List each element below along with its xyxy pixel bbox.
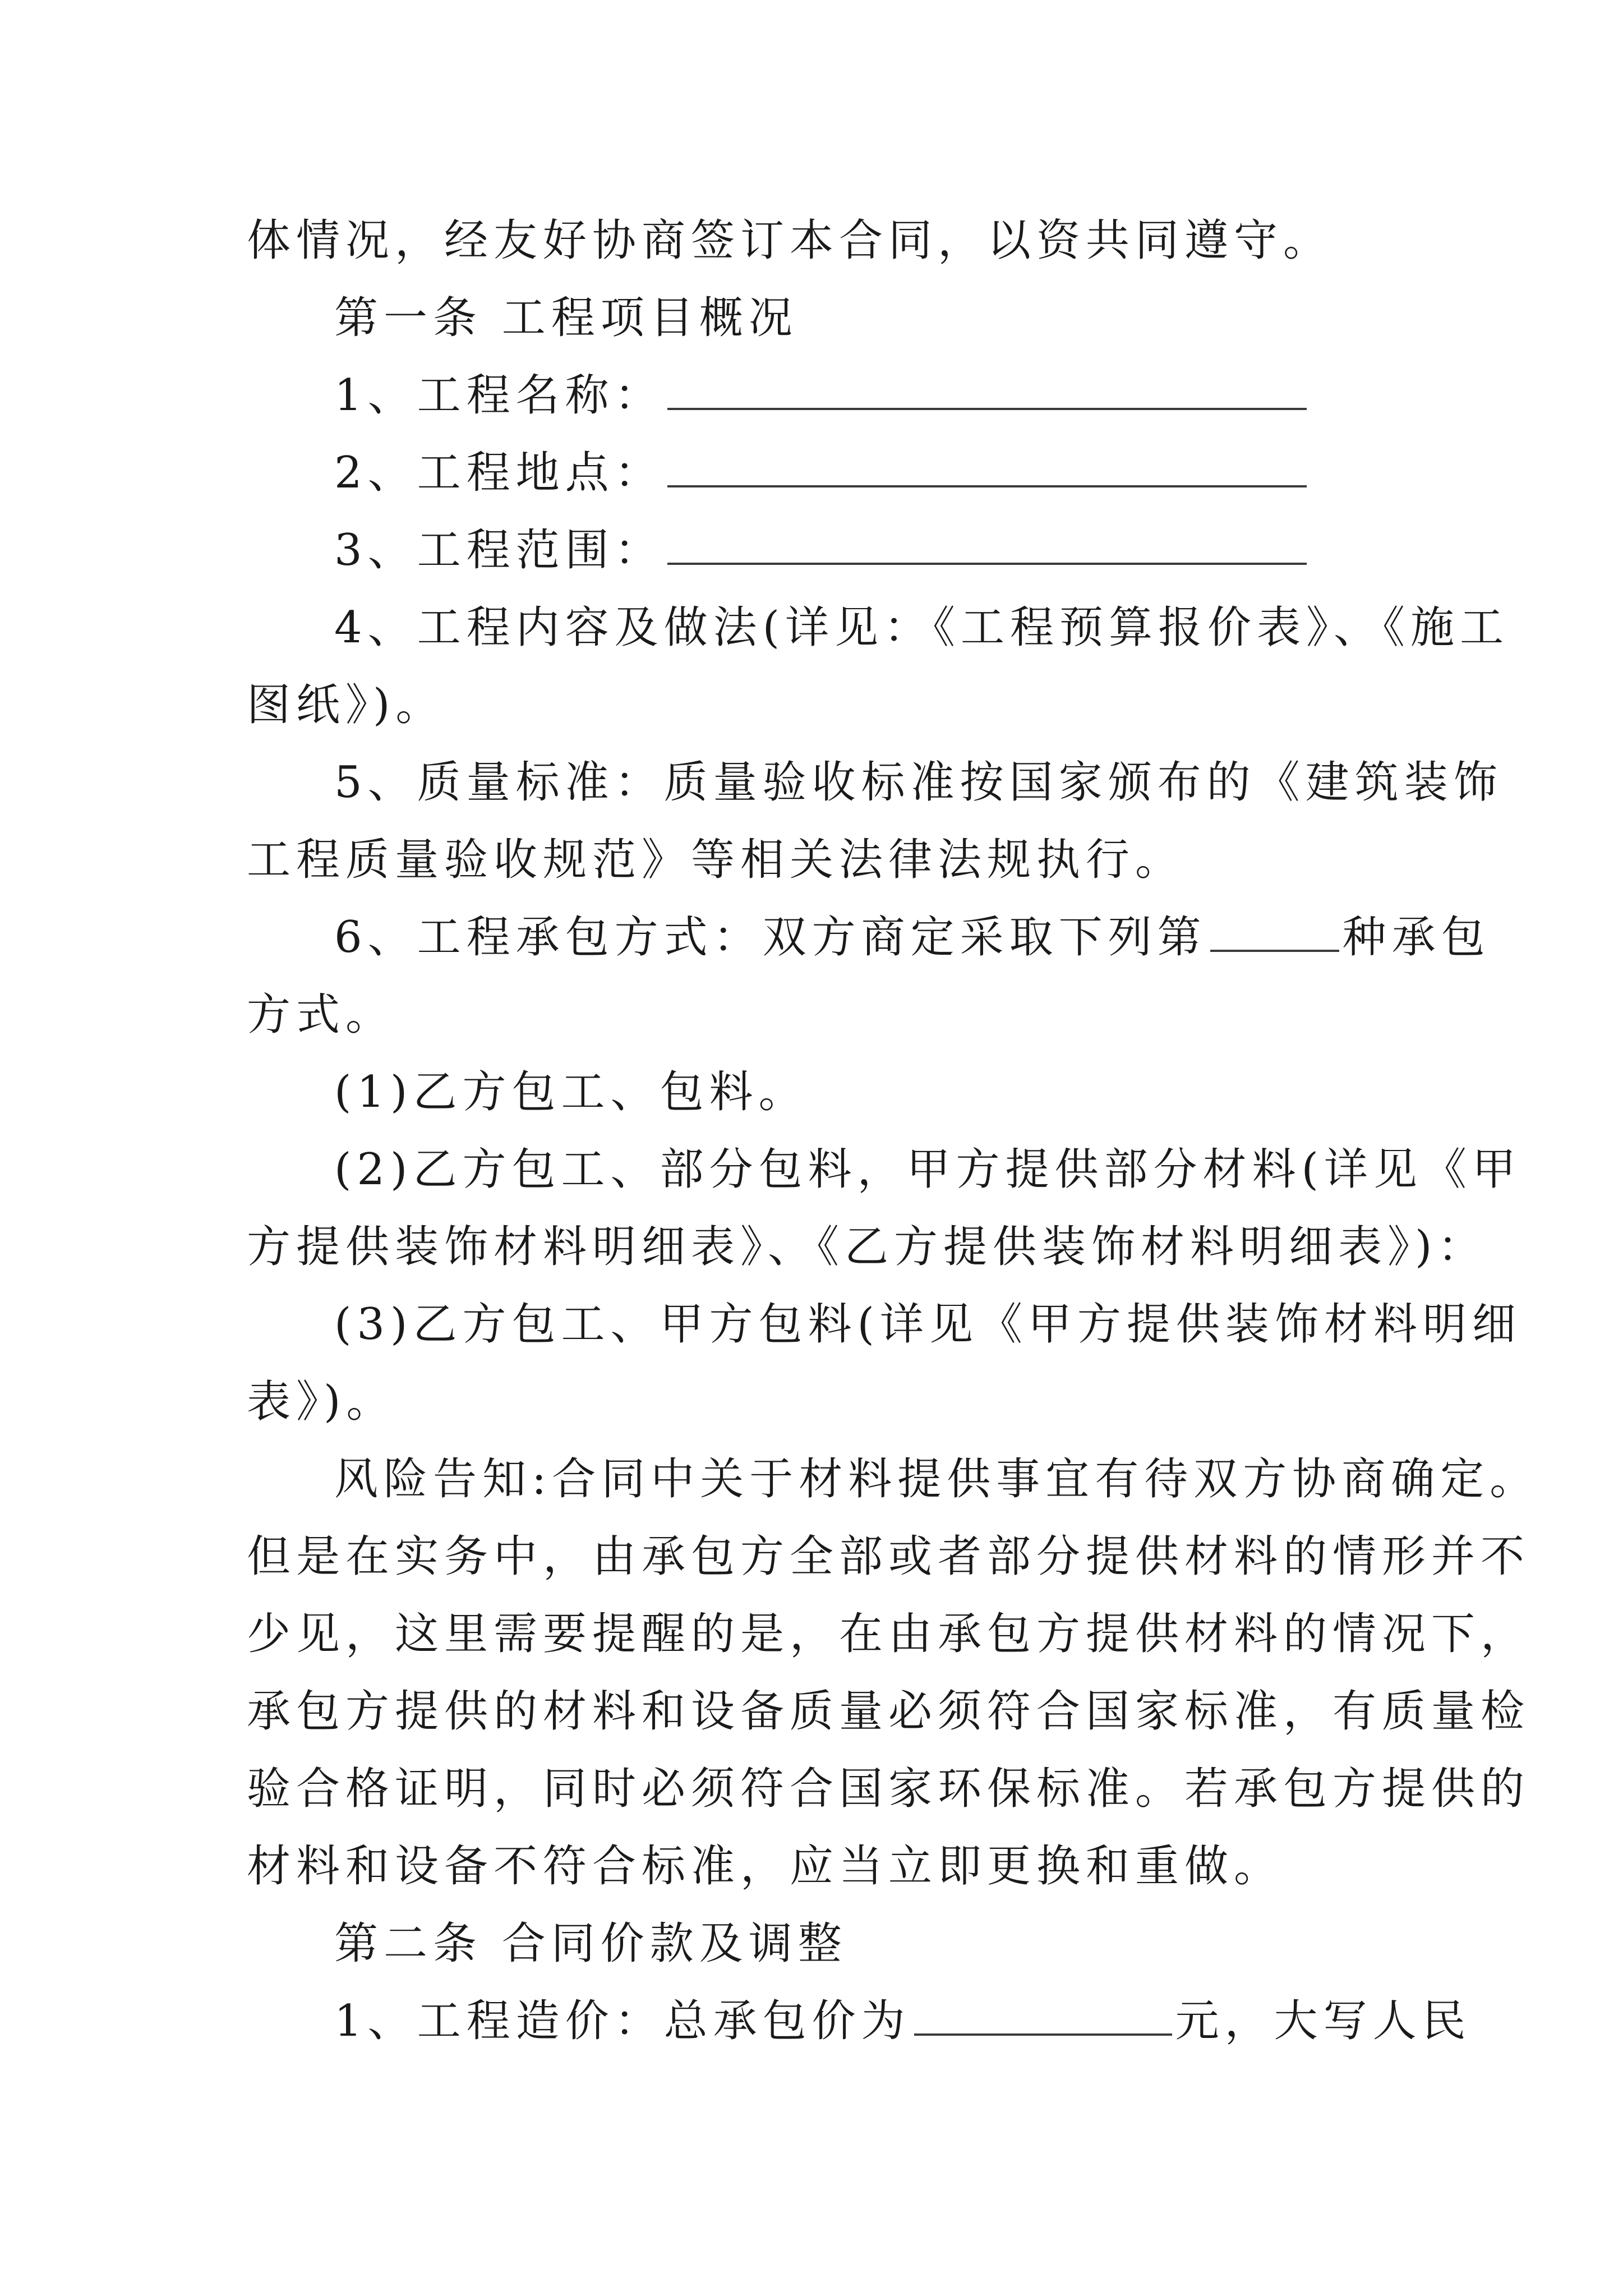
- line-text: 1、工程名称：: [334, 370, 664, 421]
- paragraph-line: [247, 589, 1510, 666]
- line-text: 承包方提供的材料和设备质量必须符合国家标准，有质量检: [247, 1686, 1530, 1737]
- line-text: 种承包: [1342, 912, 1491, 963]
- line-text: 6、工程承包方式：双方商定采取下列第: [334, 912, 1207, 963]
- project-location-blank: [667, 446, 1307, 487]
- contract-method-line: [247, 899, 1491, 976]
- contract-body: [247, 202, 1539, 2060]
- project-price-line: [247, 1982, 1472, 2060]
- paragraph-line: [247, 666, 1391, 744]
- line-text: 5、质量标准：质量验收标准按国家颁布的《建筑装饰: [334, 757, 1503, 808]
- project-location-line: [247, 434, 1391, 512]
- paragraph-line: [247, 976, 1391, 1053]
- paragraph-line: [247, 821, 1391, 899]
- line-text: 材料和设备不符合标准，应当立即更换和重做。: [247, 1841, 1284, 1892]
- line-text: 体情况，经友好协商签订本合同，以资共同遵守。: [247, 215, 1333, 266]
- line-text: 3、工程范围：: [334, 525, 664, 576]
- paragraph-line: [247, 1518, 1530, 1595]
- line-text: 表》)。: [247, 1377, 396, 1427]
- article-heading: [247, 1905, 1391, 1982]
- line-text: 第二条 合同价款及调整: [334, 1918, 847, 1969]
- line-text: (3)乙方包工、甲方包料(详见《甲方提供装饰材料明细: [334, 1299, 1521, 1350]
- line-text: 1、工程造价：总承包价为: [334, 1996, 911, 2046]
- paragraph-line: [247, 1595, 1530, 1673]
- line-text: 风险告知:合同中关于材料提供事宜有待双方协商确定。: [334, 1454, 1539, 1504]
- line-text: 但是在实务中，由承包方全部或者部分提供材料的情形并不: [247, 1531, 1530, 1582]
- contract-method-blank: [1210, 910, 1339, 952]
- paragraph-line: [247, 1208, 1487, 1286]
- risk-notice-line: [247, 1441, 1539, 1518]
- paragraph-line: [247, 1828, 1391, 1905]
- line-text: 第一条 工程项目概况: [334, 293, 798, 343]
- paragraph-line: [247, 1053, 1391, 1131]
- line-text: 工程质量验收规范》等相关法律法规执行。: [247, 835, 1185, 885]
- article-heading: [247, 279, 1391, 357]
- paragraph-line: [247, 1286, 1521, 1363]
- paragraph-line: [247, 1363, 1391, 1441]
- line-text: 元，大写人民: [1175, 1996, 1472, 2046]
- project-scope-blank: [667, 523, 1307, 565]
- project-name-line: [247, 357, 1391, 434]
- line-text: 方式。: [247, 990, 395, 1040]
- paragraph-line: [247, 1750, 1530, 1828]
- line-text: 4、工程内容及做法(详见：《工程预算报价表》、《施工: [334, 602, 1510, 653]
- paragraph-line: [247, 202, 1391, 279]
- line-text: (2)乙方包工、部分包料，甲方提供部分材料(详见《甲: [334, 1144, 1521, 1195]
- line-text: 2、工程地点：: [334, 448, 664, 498]
- line-text: 图纸》)。: [247, 680, 445, 730]
- line-text: 方提供装饰材料明细表》、《乙方提供装饰材料明细表》)：: [247, 1222, 1487, 1272]
- paragraph-line: [247, 1673, 1530, 1750]
- line-text: 少见，这里需要提醒的是，在由承包方提供材料的情况下，: [247, 1609, 1530, 1659]
- line-text: (1)乙方包工、包料。: [334, 1067, 808, 1117]
- project-scope-line: [247, 512, 1391, 589]
- line-text: 验合格证明，同时必须符合国家环保标准。若承包方提供的: [247, 1764, 1530, 1814]
- project-name-blank: [667, 369, 1307, 410]
- paragraph-line: [247, 1131, 1521, 1208]
- project-price-blank: [914, 1994, 1172, 2036]
- paragraph-line: [247, 744, 1503, 821]
